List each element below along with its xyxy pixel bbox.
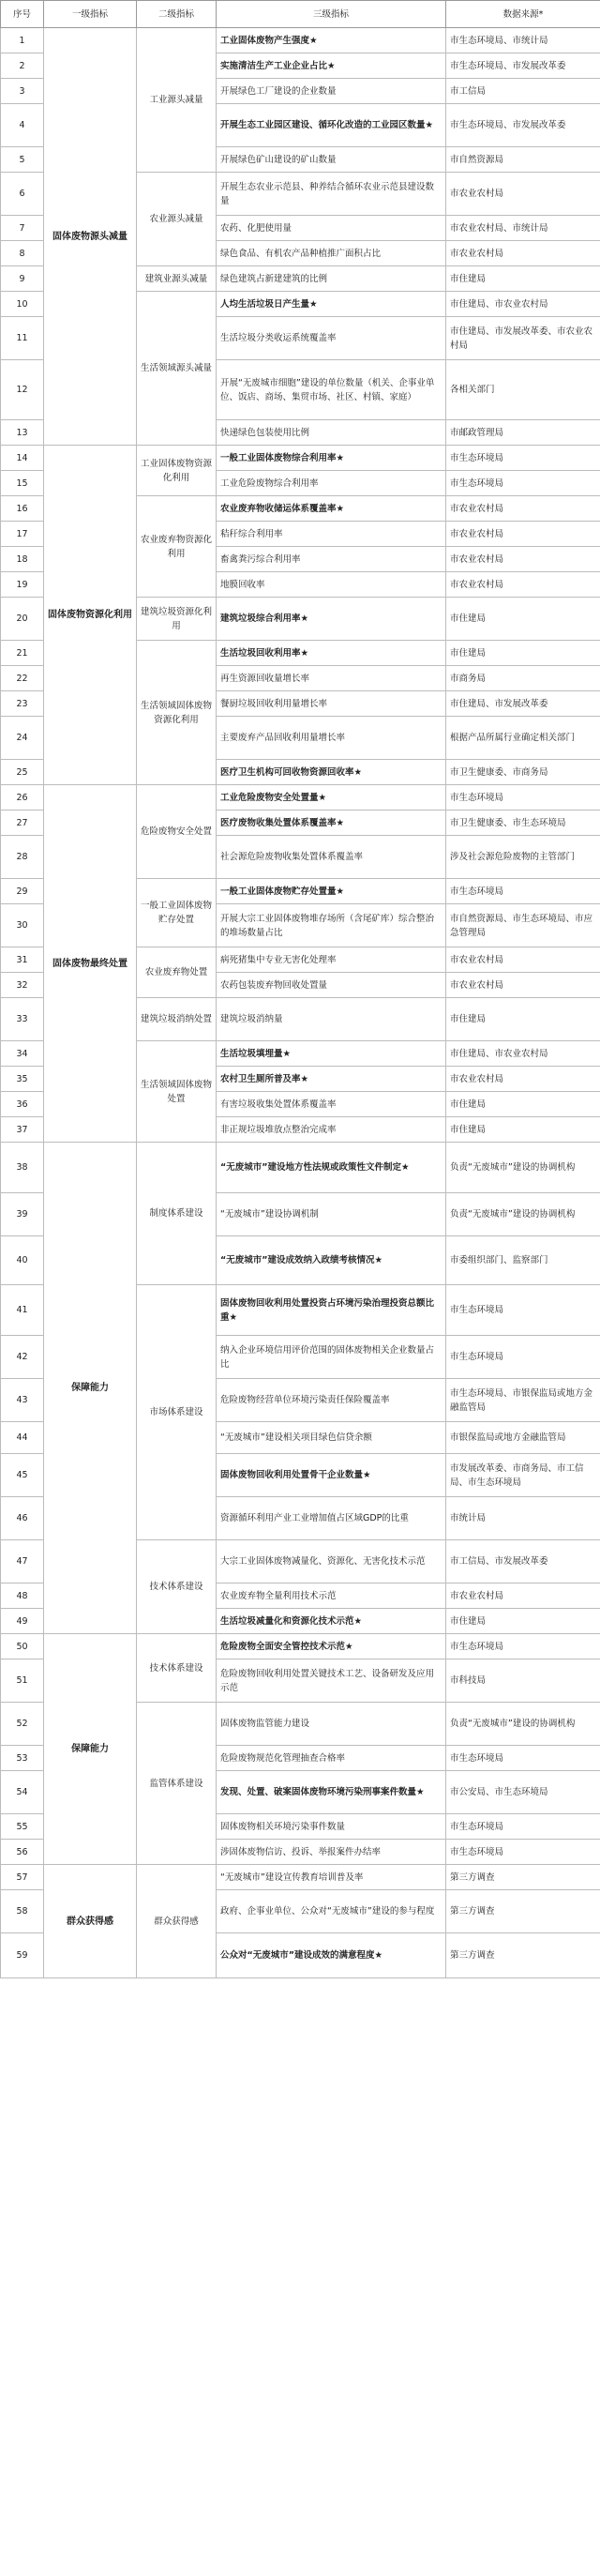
row-number: 9 [1,266,44,292]
header-level2: 二级指标 [137,1,217,28]
row-number: 15 [1,471,44,496]
indicator-cell: 绿色建筑占新建建筑的比例 [217,266,446,292]
row-number: 57 [1,1865,44,1890]
row-number: 4 [1,104,44,147]
indicator-cell: “无废城市”建设宣传教育培训普及率 [217,1865,446,1890]
source-cell: 市生态环境局 [446,1814,600,1840]
source-cell: 市生态环境局 [446,1285,600,1336]
row-number: 54 [1,1771,44,1814]
indicator-cell: 农业废弃物收储运体系覆盖率★ [217,496,446,522]
source-cell: 第三方调查 [446,1865,600,1890]
source-cell: 市住建局、市发展改革委 [446,691,600,717]
header-row [1,1,600,28]
indicator-cell: 医疗废物收集处置体系覆盖率★ [217,811,446,836]
level1-cell: 群众获得感 [44,1865,137,1978]
level2-cell: 农业废弃物处置 [137,947,217,998]
source-cell: 市生态环境局 [446,1746,600,1771]
row-number: 45 [1,1454,44,1497]
indicator-cell: 再生资源回收量增长率 [217,666,446,691]
indicator-cell: 开展生态农业示范县、种养结合循环农业示范县建设数量 [217,173,446,216]
row-number: 21 [1,641,44,666]
table-row [1,785,600,811]
source-cell: 市科技局 [446,1659,600,1703]
row-number: 43 [1,1379,44,1422]
indicator-cell: 危险废物全面安全管控技术示范★ [217,1634,446,1659]
indicator-cell: 实施清洁生产工业企业占比★ [217,53,446,79]
source-cell: 市农业农村局 [446,1583,600,1609]
row-number: 36 [1,1092,44,1117]
indicator-cell: 医疗卫生机构可回收物资源回收率★ [217,760,446,785]
source-cell: 市农业农村局 [446,496,600,522]
indicator-cell: 危险废物回收利用处置关键技术工艺、设备研发及应用示范 [217,1659,446,1703]
indicator-cell: 生活垃圾回收利用率★ [217,641,446,666]
source-cell: 市工信局 [446,79,600,104]
level2-cell: 建筑垃圾消纳处置 [137,998,217,1041]
indicator-cell: 农药、化肥使用量 [217,216,446,241]
source-cell: 市商务局 [446,666,600,691]
table-row [1,28,600,53]
level2-cell: 农业源头减量 [137,173,217,266]
indicator-cell: 农药包装废弃物回收处置量 [217,973,446,998]
level2-cell: 制度体系建设 [137,1143,217,1285]
indicator-cell: 危险废物规范化管理抽查合格率 [217,1746,446,1771]
indicator-cell: 快递绿色包装使用比例 [217,420,446,446]
indicator-cell: 发现、处置、破案固体废物环境污染刑事案件数量★ [217,1771,446,1814]
source-cell: 市生态环境局、市统计局 [446,28,600,53]
indicator-cell: “无废城市”建设成效纳入政绩考核情况★ [217,1236,446,1285]
row-number: 41 [1,1285,44,1336]
level2-cell: 工业固体废物资源化利用 [137,446,217,496]
source-cell: 市生态环境局 [446,879,600,904]
row-number: 1 [1,28,44,53]
level2-cell: 建筑垃圾资源化利用 [137,598,217,641]
source-cell: 市农业农村局 [446,572,600,598]
source-cell: 市生态环境局 [446,1336,600,1379]
indicator-cell: 病死猪集中专业无害化处理率 [217,947,446,973]
row-number: 5 [1,147,44,173]
row-number: 14 [1,446,44,471]
row-number: 18 [1,547,44,572]
indicator-cell: 开展生态工业园区建设、循环化改造的工业园区数量★ [217,104,446,147]
level2-cell: 危险废物安全处置 [137,785,217,879]
source-cell: 市工信局、市发展改革委 [446,1540,600,1583]
source-cell: 市农业农村局 [446,1067,600,1092]
level2-cell: 群众获得感 [137,1865,217,1978]
indicator-cell: 固体废物相关环境污染事件数量 [217,1814,446,1840]
row-number: 19 [1,572,44,598]
row-number: 47 [1,1540,44,1583]
table-row [1,446,600,471]
source-cell: 负责“无废城市”建设的协调机构 [446,1703,600,1746]
row-number: 38 [1,1143,44,1193]
source-cell: 市农业农村局 [446,973,600,998]
indicator-cell: 餐厨垃圾回收利用量增长率 [217,691,446,717]
row-number: 59 [1,1933,44,1978]
source-cell: 第三方调查 [446,1933,600,1978]
header-no: 序号 [1,1,44,28]
source-cell: 第三方调查 [446,1890,600,1933]
source-cell: 市农业农村局 [446,173,600,216]
indicator-cell: 公众对“无废城市”建设成效的满意程度★ [217,1933,446,1978]
indicator-cell: “无废城市”建设地方性法规或政策性文件制定★ [217,1143,446,1193]
source-cell: 市住建局 [446,266,600,292]
header-source: 数据来源* [446,1,600,28]
indicator-cell: 建筑垃圾消纳量 [217,998,446,1041]
table-row [1,1143,600,1193]
indicator-cell: “无废城市”建设协调机制 [217,1193,446,1236]
row-number: 44 [1,1422,44,1454]
source-cell: 市银保监局或地方金融监管局 [446,1422,600,1454]
level1-cell: 保障能力 [44,1143,137,1634]
row-number: 33 [1,998,44,1041]
indicator-cell: 社会源危险废物收集处置体系覆盖率 [217,836,446,879]
source-cell: 市住建局 [446,1092,600,1117]
row-number: 46 [1,1497,44,1540]
indicator-cell: 固体废物监管能力建设 [217,1703,446,1746]
indicator-cell: 秸秆综合利用率 [217,522,446,547]
source-cell: 市自然资源局、市生态环境局、市应急管理局 [446,904,600,947]
indicator-cell: 非正规垃圾堆放点整治完成率 [217,1117,446,1143]
row-number: 35 [1,1067,44,1092]
row-number: 16 [1,496,44,522]
indicator-cell: 生活垃圾减量化和资源化技术示范★ [217,1609,446,1634]
row-number: 37 [1,1117,44,1143]
source-cell: 市农业农村局、市统计局 [446,216,600,241]
indicator-cell: 政府、企事业单位、公众对“无废城市”建设的参与程度 [217,1890,446,1933]
row-number: 12 [1,360,44,420]
source-cell: 市农业农村局 [446,522,600,547]
level2-cell: 建筑业源头减量 [137,266,217,292]
row-number: 23 [1,691,44,717]
level2-cell: 农业废弃物资源化利用 [137,496,217,598]
row-number: 8 [1,241,44,266]
level2-cell: 生活领域源头减量 [137,292,217,446]
source-cell: 市住建局 [446,998,600,1041]
row-number: 25 [1,760,44,785]
source-cell: 市卫生健康委、市生态环境局 [446,811,600,836]
source-cell: 市住建局 [446,1609,600,1634]
row-number: 17 [1,522,44,547]
indicator-cell: 涉固体废物信访、投诉、举报案件办结率 [217,1840,446,1865]
row-number: 7 [1,216,44,241]
row-number: 28 [1,836,44,879]
level2-cell: 技术体系建设 [137,1540,217,1634]
source-cell: 市住建局、市农业农村局 [446,1041,600,1067]
source-cell: 涉及社会源危险废物的主管部门 [446,836,600,879]
source-cell: 市生态环境局 [446,446,600,471]
indicator-cell: 绿色食品、有机农产品种植推广面积占比 [217,241,446,266]
row-number: 3 [1,79,44,104]
indicator-cell: 固体废物回收利用处置骨干企业数量★ [217,1454,446,1497]
row-number: 50 [1,1634,44,1659]
indicator-cell: 一般工业固体废物综合利用率★ [217,446,446,471]
source-cell: 市卫生健康委、市商务局 [446,760,600,785]
level2-cell: 市场体系建设 [137,1285,217,1540]
row-number: 56 [1,1840,44,1865]
source-cell: 负责“无废城市”建设的协调机构 [446,1193,600,1236]
source-cell: 市农业农村局 [446,241,600,266]
level2-cell: 监管体系建设 [137,1703,217,1865]
row-number: 49 [1,1609,44,1634]
row-number: 22 [1,666,44,691]
row-number: 10 [1,292,44,317]
row-number: 31 [1,947,44,973]
source-cell: 市发展改革委、市商务局、市工信局、市生态环境局 [446,1454,600,1497]
level2-cell: 生活领域固体废物处置 [137,1041,217,1143]
row-number: 48 [1,1583,44,1609]
source-cell: 市生态环境局 [446,1634,600,1659]
row-number: 20 [1,598,44,641]
row-number: 26 [1,785,44,811]
source-cell: 市住建局、市农业农村局 [446,292,600,317]
indicator-cell: 有害垃圾收集处置体系覆盖率 [217,1092,446,1117]
row-number: 2 [1,53,44,79]
level2-cell: 一般工业固体废物贮存处置 [137,879,217,947]
indicator-cell: 开展大宗工业固体废物堆存场所（含尾矿库）综合整治的堆场数量占比 [217,904,446,947]
level1-cell: 固体废物资源化利用 [44,446,137,785]
row-number: 30 [1,904,44,947]
level2-cell: 生活领域固体废物资源化利用 [137,641,217,785]
indicator-cell: 地膜回收率 [217,572,446,598]
row-number: 32 [1,973,44,998]
source-cell: 市生态环境局 [446,1840,600,1865]
row-number: 6 [1,173,44,216]
row-number: 55 [1,1814,44,1840]
source-cell: 市农业农村局 [446,547,600,572]
table-row [1,1634,600,1659]
row-number: 24 [1,717,44,760]
indicator-cell: 农业废弃物全量利用技术示范 [217,1583,446,1609]
indicator-cell: “无废城市”建设相关项目绿色信贷余额 [217,1422,446,1454]
row-number: 27 [1,811,44,836]
source-cell: 负责“无废城市”建设的协调机构 [446,1143,600,1193]
indicator-cell: 工业固体废物产生强度★ [217,28,446,53]
source-cell: 各相关部门 [446,360,600,420]
source-cell: 市邮政管理局 [446,420,600,446]
row-number: 51 [1,1659,44,1703]
source-cell: 市住建局 [446,641,600,666]
header-level1: 一级指标 [44,1,137,28]
source-cell: 市住建局 [446,1117,600,1143]
indicator-cell: 开展“无废城市细胞”建设的单位数量（机关、企事业单位、饭店、商场、集贸市场、社区、村镇、家庭） [217,360,446,420]
source-cell: 市住建局 [446,598,600,641]
table-row [1,1865,600,1890]
indicator-cell: 开展绿色矿山建设的矿山数量 [217,147,446,173]
row-number: 40 [1,1236,44,1285]
source-cell: 市农业农村局 [446,947,600,973]
source-cell: 市生态环境局、市发展改革委 [446,53,600,79]
level2-cell: 工业源头减量 [137,28,217,173]
source-cell: 市生态环境局 [446,471,600,496]
indicator-cell: 开展绿色工厂建设的企业数量 [217,79,446,104]
row-number: 52 [1,1703,44,1746]
level2-cell: 技术体系建设 [137,1634,217,1703]
row-number: 39 [1,1193,44,1236]
source-cell: 市住建局、市发展改革委、市农业农村局 [446,317,600,360]
row-number: 58 [1,1890,44,1933]
indicator-cell: 纳入企业环境信用评价范围的固体废物相关企业数量占比 [217,1336,446,1379]
row-number: 34 [1,1041,44,1067]
indicator-cell: 一般工业固体废物贮存处置量★ [217,879,446,904]
row-number: 42 [1,1336,44,1379]
indicator-cell: 生活垃圾分类收运系统覆盖率 [217,317,446,360]
indicator-cell: 资源循环利用产业工业增加值占区域GDP的比重 [217,1497,446,1540]
indicator-cell: 工业危险废物综合利用率 [217,471,446,496]
source-cell: 市生态环境局、市发展改革委 [446,104,600,147]
source-cell: 市统计局 [446,1497,600,1540]
level1-cell: 固体废物源头减量 [44,28,137,446]
source-cell: 根据产品所属行业确定相关部门 [446,717,600,760]
source-cell: 市生态环境局 [446,785,600,811]
indicator-cell: 生活垃圾填埋量★ [217,1041,446,1067]
source-cell: 市生态环境局、市银保监局或地方金融监管局 [446,1379,600,1422]
indicator-cell: 人均生活垃圾日产生量★ [217,292,446,317]
indicator-cell: 畜禽粪污综合利用率 [217,547,446,572]
row-number: 11 [1,317,44,360]
indicator-cell: 农村卫生厕所普及率★ [217,1067,446,1092]
row-number: 53 [1,1746,44,1771]
source-cell: 市委组织部门、监察部门 [446,1236,600,1285]
indicator-cell: 大宗工业固体废物减量化、资源化、无害化技术示范 [217,1540,446,1583]
source-cell: 市自然资源局 [446,147,600,173]
indicator-cell: 建筑垃圾综合利用率★ [217,598,446,641]
level1-cell: 固体废物最终处置 [44,785,137,1143]
indicator-cell: 危险废物经营单位环境污染责任保险覆盖率 [217,1379,446,1422]
row-number: 29 [1,879,44,904]
source-cell: 市公安局、市生态环境局 [446,1771,600,1814]
header-level3: 三级指标 [217,1,446,28]
row-number: 13 [1,420,44,446]
level1-cell: 保障能力 [44,1634,137,1865]
indicator-cell: 工业危险废物安全处置量★ [217,785,446,811]
indicator-cell: 主要废弃产品回收利用量增长率 [217,717,446,760]
indicator-cell: 固体废物回收利用处置投资占环境污染治理投资总额比重★ [217,1285,446,1336]
